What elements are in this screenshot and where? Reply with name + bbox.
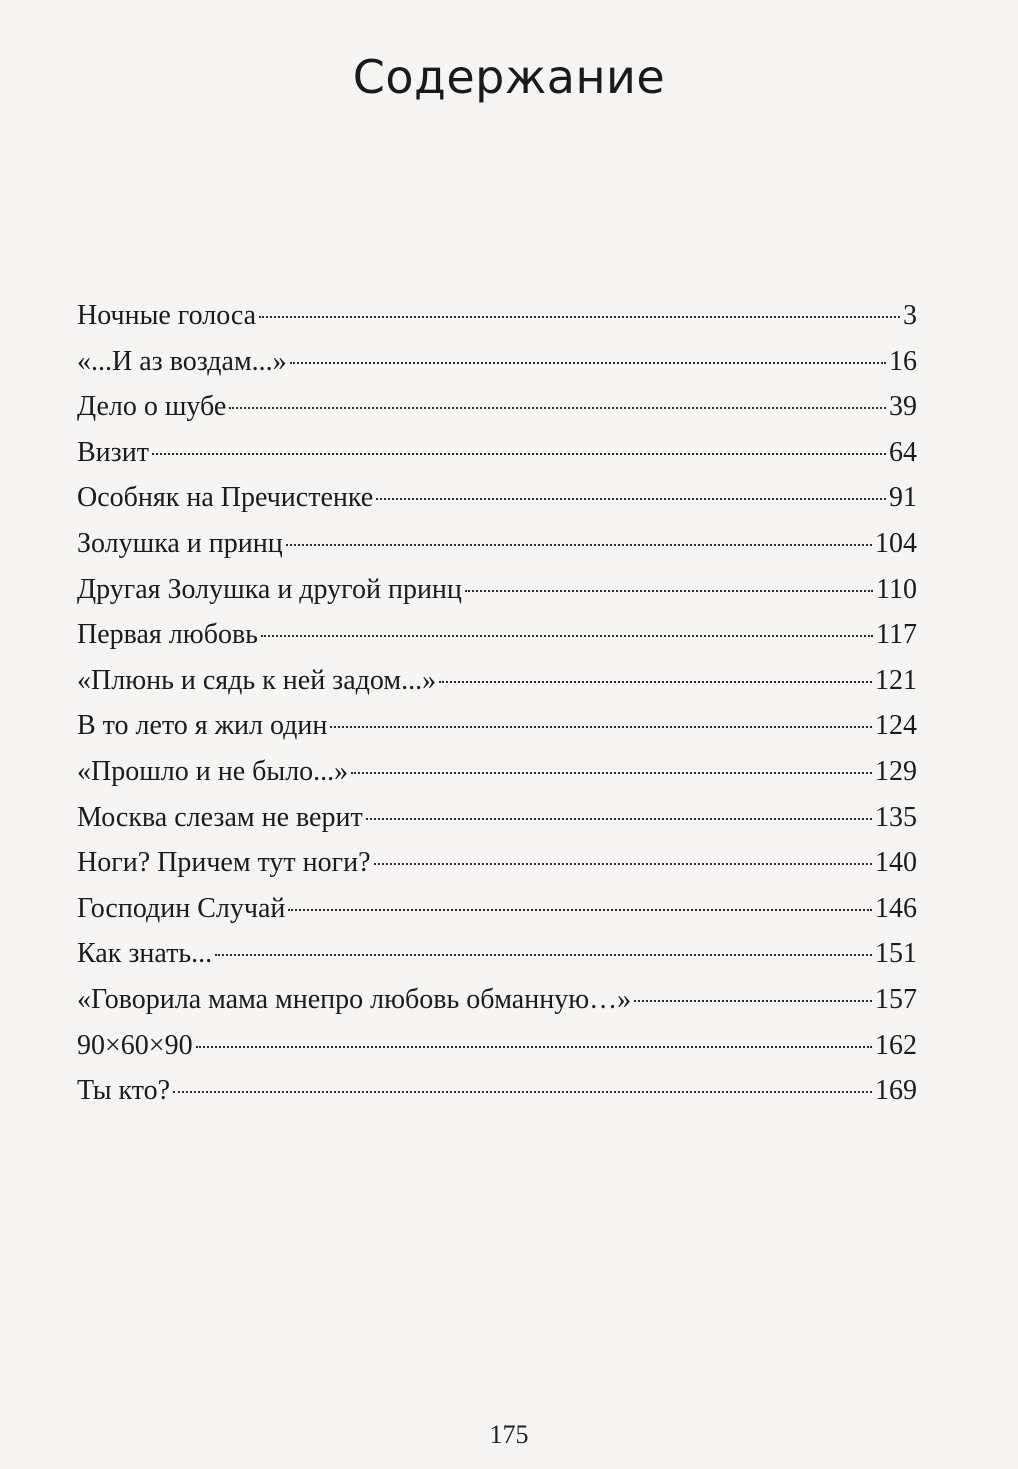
toc-entry — [77, 886, 917, 932]
dot-leader — [366, 818, 872, 820]
toc-entry-page: 129 — [875, 755, 917, 787]
dot-leader — [196, 1046, 872, 1048]
toc-entry-page: 110 — [876, 573, 917, 605]
toc-entry-title: «Говорила мама мнепро любовь обманную…» — [77, 983, 632, 1015]
toc-entry — [77, 931, 917, 977]
toc-entry-page: 146 — [875, 892, 917, 924]
toc-entry — [77, 475, 917, 521]
toc-entry-title: Господин Случай — [77, 892, 286, 924]
toc-entry — [77, 840, 917, 886]
toc-entry-title: Ноги? Причем тут ноги? — [77, 847, 371, 879]
dot-leader — [634, 1000, 872, 1002]
toc-entry-page: 39 — [889, 391, 917, 423]
toc-entry-page: 124 — [875, 710, 917, 742]
dot-leader — [374, 863, 872, 865]
toc-entry-title: «Прошло и не было...» — [77, 755, 349, 787]
toc-entry — [77, 658, 917, 704]
toc-entry-page: 121 — [875, 664, 917, 696]
toc-entry — [77, 749, 917, 795]
toc-entry — [77, 339, 917, 385]
toc-entry-page: 16 — [889, 345, 917, 377]
toc-entry — [77, 384, 917, 430]
toc-entry — [77, 1023, 917, 1069]
toc-entry — [77, 612, 917, 658]
toc-entry-title: «Плюнь и сядь к ней задом...» — [77, 664, 437, 696]
dot-leader — [439, 681, 872, 683]
dot-leader — [229, 407, 886, 409]
toc-entry — [77, 430, 917, 476]
dot-leader — [330, 726, 872, 728]
toc-entry — [77, 521, 917, 567]
toc-entry-title: Ты кто? — [77, 1075, 171, 1107]
dot-leader — [152, 453, 886, 455]
toc-entry-page: 64 — [889, 436, 917, 468]
toc-entry-page: 117 — [876, 619, 917, 651]
toc-entry-title: Как знать... — [77, 938, 213, 970]
dot-leader — [215, 954, 872, 956]
toc-entry-title: Особняк на Пречистенке — [77, 482, 374, 514]
toc-entry — [77, 293, 917, 339]
toc-entry-title: Другая Золушка и другой принц — [77, 573, 462, 605]
toc-entry-page: 135 — [875, 801, 917, 833]
table-of-contents — [77, 293, 917, 1114]
dot-leader — [261, 635, 873, 637]
toc-entry-page: 169 — [875, 1075, 917, 1107]
toc-entry-title: Дело о шубе — [77, 391, 227, 423]
toc-entry — [77, 567, 917, 613]
dot-leader — [465, 590, 873, 592]
dot-leader — [376, 498, 886, 500]
toc-entry-title: Москва слезам не верит — [77, 801, 363, 833]
dot-leader — [351, 772, 872, 774]
toc-entry-page: 104 — [875, 527, 917, 559]
toc-entry-page: 162 — [875, 1029, 917, 1061]
toc-entry-title: Визит — [77, 436, 149, 468]
toc-entry-page: 140 — [875, 847, 917, 879]
toc-entry — [77, 703, 917, 749]
toc-entry-title: Золушка и принц — [77, 527, 283, 559]
toc-entry-title: В то лето я жил один — [77, 710, 328, 742]
toc-entry-page: 157 — [875, 983, 917, 1015]
dot-leader — [288, 909, 872, 911]
toc-entry-title: Первая любовь — [77, 619, 258, 651]
toc-entry-title: 90×60×90 — [77, 1029, 193, 1061]
dot-leader — [173, 1091, 872, 1093]
dot-leader — [259, 316, 900, 318]
dot-leader — [286, 544, 872, 546]
toc-entry — [77, 1068, 917, 1114]
toc-entry-page: 3 — [903, 300, 917, 331]
toc-entry-title: «...И аз воздам...» — [77, 345, 287, 377]
page-title: Содержание — [352, 50, 666, 104]
dot-leader — [290, 362, 886, 364]
toc-entry-page: 91 — [889, 482, 917, 514]
toc-entry-title: Ночные голоса — [77, 300, 257, 331]
toc-entry — [77, 977, 917, 1023]
page-number: 175 — [489, 1420, 529, 1449]
toc-entry-page: 151 — [875, 938, 917, 970]
toc-entry — [77, 795, 917, 841]
